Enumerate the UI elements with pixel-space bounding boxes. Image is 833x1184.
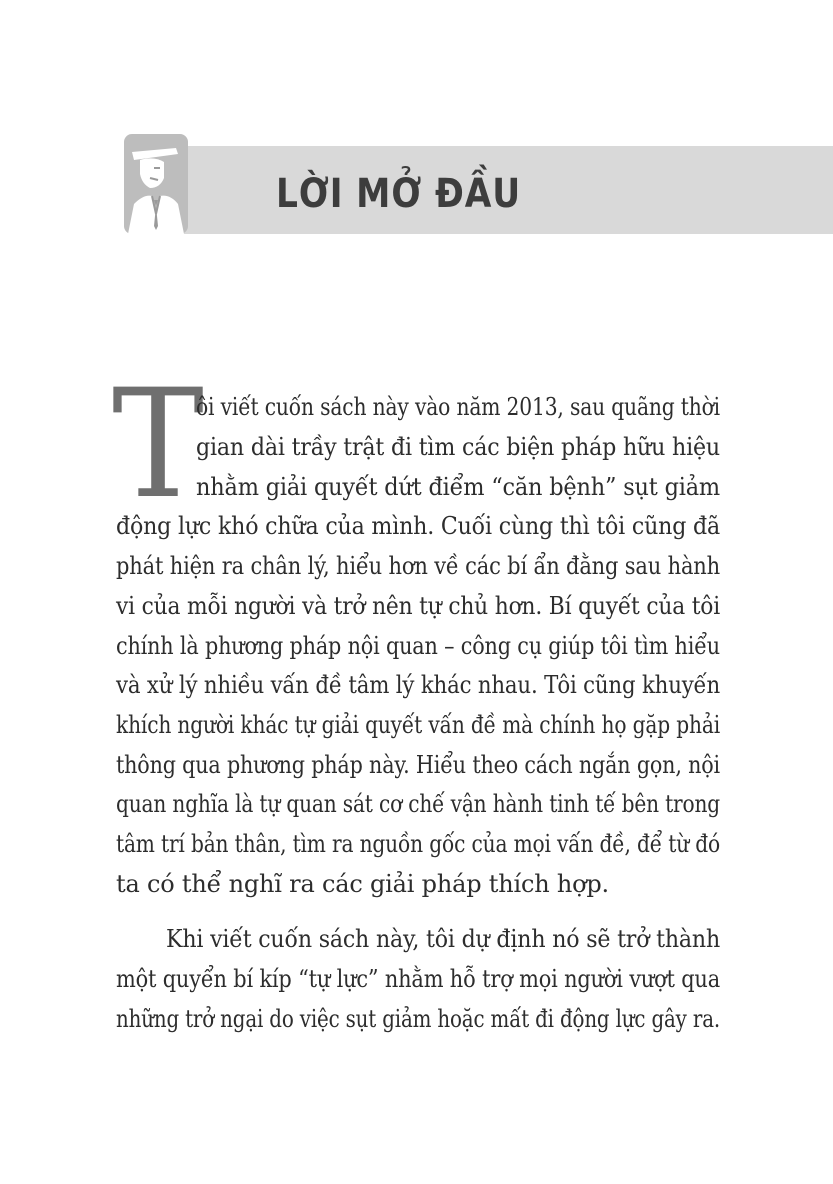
drop-cap: T (112, 358, 205, 532)
text-line: gian dài trầy trật đi tìm các biện pháp hữu hiệu (196, 433, 720, 461)
text-line: nhằm giải quyết dứt điểm “căn bệnh” sụt giảm (196, 473, 720, 501)
text-line: ôi viết cuốn sách này vào năm 2013, sau quãng thời (196, 393, 720, 421)
text-line: phát hiện ra chân lý, hiểu hơn về các bí ẩn đằng sau hành (116, 552, 720, 580)
text-line: những trở ngại do việc sụt giảm hoặc mất đi động lực gây ra. (116, 1005, 720, 1033)
text-line: Khi viết cuốn sách này, tôi dự định nó sẽ trở thành (166, 925, 720, 953)
text-line: thông qua phương pháp này. Hiểu theo cách ngắn gọn, nội (116, 751, 720, 779)
text-line: động lực khó chữa của mình. Cuối cùng thì tôi cũng đã (116, 512, 720, 540)
text-line: khích người khác tự giải quyết vấn đề mà chính họ gặp phải (116, 711, 720, 739)
text-line: tâm trí bản thân, tìm ra nguồn gốc của mọi vấn đề, để từ đó (116, 830, 720, 858)
text-line: một quyển bí kíp “tự lực” nhằm hỗ trợ mọi người vượt qua (116, 965, 720, 993)
text-line: quan nghĩa là tự quan sát cơ chế vận hành tinh tế bên trong (116, 790, 720, 818)
chapter-title: LỜI MỞ ĐẦU (276, 171, 521, 217)
text-line: chính là phương pháp nội quan – công cụ giúp tôi tìm hiểu (116, 632, 720, 660)
text-line: ta có thể nghĩ ra các giải pháp thích hợp. (116, 870, 609, 898)
text-line: vi của mỗi người và trở nên tự chủ hơn. Bí quyết của tôi (116, 592, 720, 620)
text-line: và xử lý nhiều vấn đề tâm lý khác nhau. Tôi cũng khuyến (116, 671, 720, 699)
man-portrait-icon (124, 134, 188, 234)
